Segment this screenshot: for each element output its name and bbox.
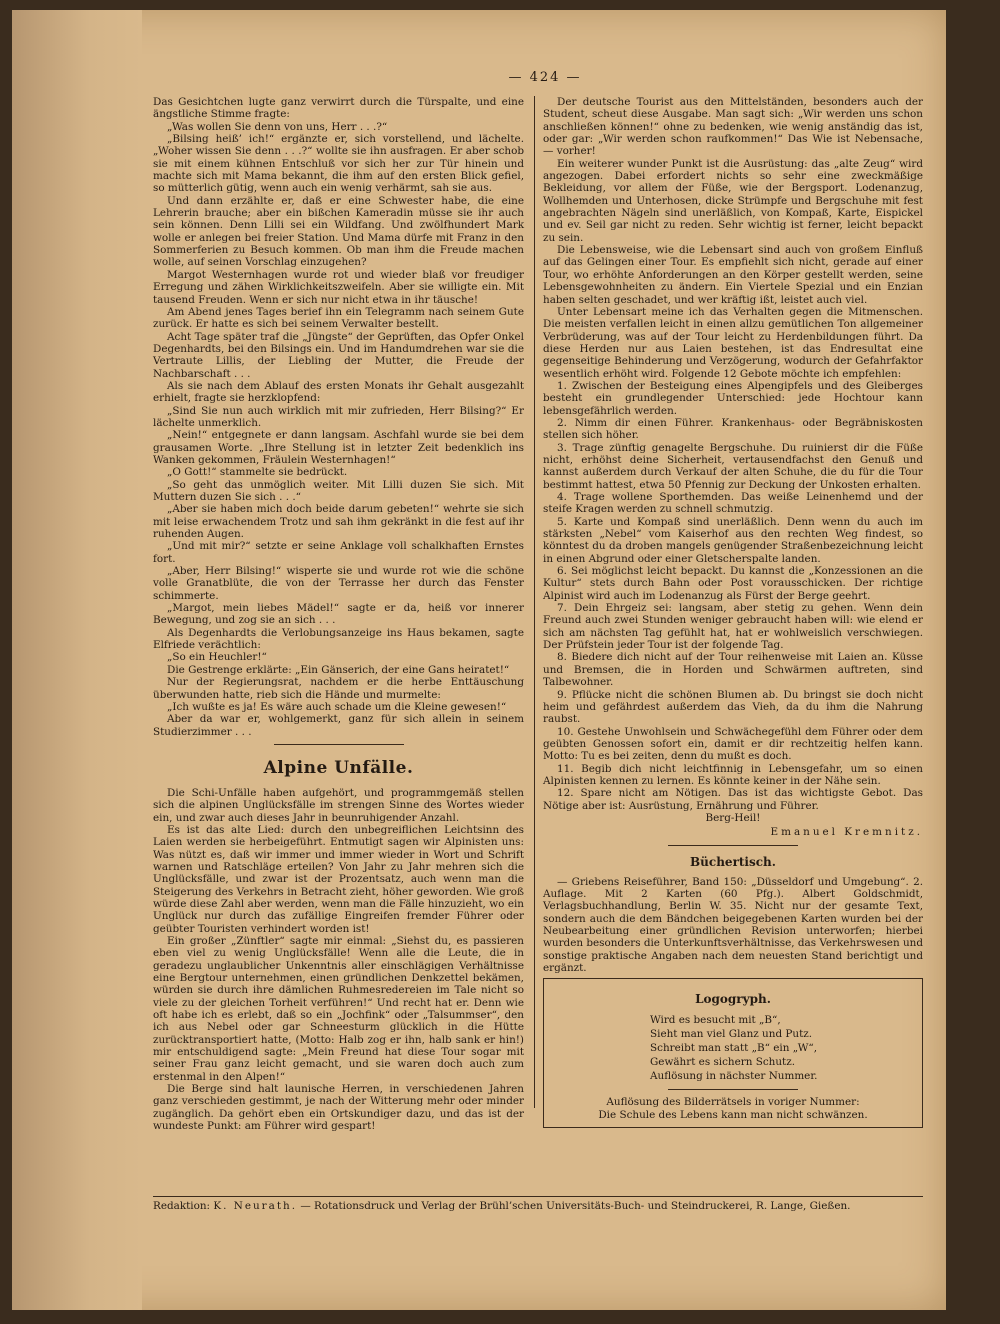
story-paragraph: „O Gott!“ stammelte sie bedrückt. <box>167 466 348 479</box>
rule-item: 6. Sei möglichst leicht bepackt. Du kannst die „Konzessionen an die Kultur“ stets durch Bahn oder Post vorausschicken. Der richtige Alpinist wird auch im Lodenanzug als Fürst der Berge geehrt. <box>543 565 923 602</box>
imprint-text: — Rotationsdruck und Verlag der Brühl’schen Universitäts-Buch- und Steindruckerei, R. Lange, Gießen. <box>300 1200 851 1212</box>
article-paragraph: Ein weiterer wunder Punkt ist die Ausrüstung: das „alte Zeug“ wird angezogen. Dabei erfordert nichts so sehr eine zweckmäßige Bekleidung, vor allem der Füße, wie der Bergsport. Lodenanzug, Wollhemden und Unterhosen, dicke Strümpfe und Bergschuhe mit fest angebrachten Nägeln sind unerläßlich, von Kompaß, Karte, Eispickel und ev. Seil gar nicht zu reden. Sehr wichtig ist ferner, leicht bepackt zu sein. <box>543 157 923 244</box>
rule-item: 10. Gestehe Unwohlsein und Schwächegefühl dem Führer oder dem geübten Genossen sofort ein, damit er dir rechtzeitig helfen kann. Motto: Tu es bei zeiten, denn du mußt es doch. <box>543 725 923 763</box>
article-paragraph: Die Lebensweise, wie die Lebensart sind auch von großem Einfluß auf das Gelingen einer Tour. Es empfiehlt sich nicht, gerade auf einer Tour, wo erhöhte Anforderungen an den Körper gestellt werden, seine Lebensgewohnheiten zu ändern. Ein Viertele Spezial und ein Enzian haben selten geschadet, und wer kräftig ißt, leistet auch viel. <box>543 244 923 306</box>
story-paragraph: „Und mit mir?“ setzte er seine Anklage voll schalkhaften Ernstes fort. <box>153 540 524 565</box>
story-paragraph: Acht Tage später traf die „Jüngste“ der Geprüften, das Opfer Onkel Degenhardts, bei den Bilsings ein. Und im Handumdrehen war sie die Vertraute Lillis, der Liebling der Mutter, die Freude der Nachbarschaft . . . <box>153 330 524 380</box>
rule-item: 4. Trage wollene Sporthemden. Das weiße Leinenhemd und der steife Kragen werden zu schnell schmutzig. <box>543 491 923 516</box>
riddle-line: Auflösung in nächster Nummer. <box>650 1070 818 1083</box>
riddle-line: Gewährt es sichern Schutz. <box>650 1056 796 1069</box>
solution-line: Die Schule des Lebens kann man nicht schwänzen. <box>598 1108 868 1121</box>
rule-item: 3. Trage zünftig genagelte Bergschuhe. Du ruinierst dir die Füße nicht, erhöhst deine Sicherheit, vertausendfachst den Genuß und kannst außerdem durch Verkauf der alten Schuhe, die du für die Tour bestimmt hattest, etwa 50 Pfennig zur Deckung der Unkosten erhalten. <box>543 441 923 491</box>
riddle-line: Sieht man viel Glanz und Putz. <box>650 1028 813 1041</box>
story-paragraph: Die Gestrenge erklärte: „Ein Gänserich, der eine Gans heiratet!“ <box>167 663 510 676</box>
article-title: Alpine Unfälle. <box>263 757 414 778</box>
riddle-line: Schreibt man statt „B“ ein „W“, <box>650 1042 818 1055</box>
riddle-box <box>543 978 923 1128</box>
story-paragraph: „Was wollen Sie denn von uns, Herr . . .?“ <box>167 120 388 133</box>
rule-item: 2. Nimm dir einen Führer. Krankenhaus- oder Begräbniskosten stellen sich höher. <box>543 416 923 442</box>
rule-item: 5. Karte und Kompaß sind unerläßlich. Denn wenn du auch im stärksten „Nebel“ vom Kaiserhof aus den rechten Weg findest, so könntest du da droben mangels genügender Straßenbezeichnung leicht in einen Abgrund oder einer Gletscherspalte landen. <box>543 515 923 565</box>
story-paragraph: „Nein!“ entgegnete er dann langsam. Aschfahl wurde sie bei dem grausamen Worte. „Ihre Stellung ist in letzter Zeit bedenklich ins Wanken gekommen, Fräulein Westernhagen!“ <box>153 429 524 466</box>
section-divider <box>274 744 404 745</box>
column-divider <box>534 96 535 1108</box>
footer-divider <box>153 1196 923 1197</box>
story-paragraph: Nur der Regierungsrat, nachdem er die herbe Enttäuschung überwunden hatte, rieb sich die Hände und murmelte: <box>153 676 524 701</box>
closing-line: Berg-Heil! <box>705 811 761 824</box>
solution-line: Auflösung des Bilderrätsels in voriger Nummer: <box>606 1096 860 1109</box>
story-paragraph: Als Degenhardts die Verlobungsanzeige ins Haus bekamen, sagte Elfriede verächtlich: <box>153 626 524 652</box>
article-paragraph: Die Berge sind halt launische Herren, in verschiedenen Jahren ganz verschieden gestimmt, je nach der Witterung mehr oder minder zugänglich. Da gehört eben ein Ortskundiger dazu, und das ist der wundeste Punkt: am Führer wird gespart! <box>153 1083 524 1133</box>
rule-item: 1. Zwischen der Besteigung eines Alpengipfels und des Gleiberges besteht ein grundlegender Unterschied: jede Hochtour kann lebensgefährlich werden. <box>543 379 923 417</box>
article-paragraph: Der deutsche Tourist aus den Mittelständen, besonders auch der Student, scheut diese Ausgabe. Man sagt sich: „Wir werden uns schon anschließen können!“ ohne zu bedenken, wie wenig anständig das ist, oder gar: „Wir werden schon raufkommen!“ Das Wie ist Nebensache, — vorher! <box>543 96 923 158</box>
rule-item: 12. Spare nicht am Nötigen. Das ist das wichtigste Gebot. Das Nötige aber ist: Ausrüstung, Ernährung und Führer. <box>543 787 923 812</box>
story-paragraph: „Sind Sie nun auch wirklich mit mir zufrieden, Herr Bilsing?“ Er lächelte unmerklich. <box>153 404 524 429</box>
section-divider <box>668 1089 798 1090</box>
imprint-footer <box>153 1199 923 1213</box>
story-paragraph: Margot Westernhagen wurde rot und wieder blaß vor freudiger Erregung und zähen Wirklichkeitszweifeln. Aber sie willigte ein. Mit tausend Freuden. Wenn er sich nur nicht etwa in ihr täusche! <box>153 268 524 306</box>
story-paragraph: „Ich wußte es ja! Es wäre auch schade um die Kleine gewesen!“ <box>167 700 507 713</box>
story-paragraph: Aber da war er, wohlgemerkt, ganz für sich allein in seinem Studierzimmer . . . <box>153 713 524 738</box>
books-paragraph: — Griebens Reiseführer, Band 150: „Düsseldorf und Umgebung“. 2. Auflage. Mit 2 Karten (60 Pfg.). Albert Goldschmidt, Verlagsbuchhandlung, Berlin W. 35. Nicht nur der gesamte Text, sondern auch die dem Bändchen beigegebenen Karten wurden bei der Neubearbeitung einer gründlichen Revision unterworfen; hierbei wurden besonders die Unterkunftsverhältnisse, das Verkehrswesen und sonstige praktische Angaben nach dem neuesten Stand berichtigt und ergänzt. <box>543 875 923 975</box>
author-signature: Emanuel Kremnitz. <box>770 826 923 839</box>
story-paragraph: Als sie nach dem Ablauf des ersten Monats ihr Gehalt ausgezahlt erhielt, fragte sie herzklopfend: <box>153 379 524 405</box>
rule-item: 8. Biedere dich nicht auf der Tour reihenweise mit Laien an. Küsse und Bremsen, die in Horden und Schwärmen auftreten, sind Talbewohner. <box>543 651 923 689</box>
story-paragraph: Und dann erzählte er, daß er eine Schwester habe, die eine Lehrerin brauche; aber ein bißchen Kameradin müsse sie ihr auch sein können. Denn Lilli sei ein Wildfang. Und zwölfhundert Mark wolle er anlegen bei freier Station. Und Mama dürfe mit Franz in den Sommerferien zu Besuch kommen. Ob man ihm die Freude machen wolle, auf seinen Vorschlag einzugehen? <box>153 194 524 269</box>
imprint-editor: K. Neurath. <box>213 1200 298 1212</box>
page-number: — 424 — <box>508 70 582 85</box>
left-column <box>153 96 524 1133</box>
page-spine-shadow <box>12 10 142 1310</box>
story-paragraph: „So geht das unmöglich weiter. Mit Lilli duzen Sie sich. Mit Muttern duzen Sie sich . . .“ <box>153 478 524 503</box>
story-paragraph: „Aber sie haben mich doch beide darum gebeten!“ wehrte sie sich mit leise erwachendem Trotz und sah ihm gekränkt in die fest auf ihr ruhenden Augen. <box>153 503 524 541</box>
section-divider <box>668 845 798 846</box>
books-title: Büchertisch. <box>690 854 776 869</box>
riddle-line: Wird es besucht mit „B“, <box>650 1014 781 1027</box>
article-paragraph: Ein großer „Zünftler“ sagte mir einmal: „Siehst du, es passieren eben viel zu wenig Unglücksfälle! Wenn alle die Leute, die in geradezu unglaublicher Unkenntnis aller einschlägigen Verhältnisse eine Bergtour unternehmen, einen gründlichen Denkzettel bekämen, würden sie durch ihre dämlichen Ruhmesredereien im Tale nicht so viele zu der gleichen Torheit verführen!“ Und recht hat er. Denn wie oft habe ich es erlebt, daß so ein „Jochfink“ oder „Talsummser“, den ich aus Nebel oder gar Schneesturm glücklich in die Hütte zurücktransportiert hatte, (Motto: Halb zog er ihn, halb sank er hin!) mir entschuldigend sagte: „Mein Freund hat diese Tour sogar mit seiner Frau ganz leicht gemacht, und sie waren doch auch zum erstenmal in den Alpen!“ <box>153 935 524 1083</box>
rule-item: 9. Pflücke nicht die schönen Blumen ab. Du bringst sie doch nicht heim und gefährdest außerdem das Vieh, da du ihm die Nahrung raubst. <box>543 688 923 726</box>
article-paragraph: Die Schi-Unfälle haben aufgehört, und programmgemäß stellen sich die alpinen Unglücksfälle im strengen Sinne des Wortes wieder ein, und zwar auch dieses Jahr in beunruhigender Anzahl. <box>153 786 524 824</box>
rule-item: 11. Begib dich nicht leichtfinnig in Lebensgefahr, um so einen Alpinisten kennen zu lernen. Es könnte keiner in der Nähe sein. <box>543 762 923 787</box>
imprint-label: Redaktion: <box>153 1200 211 1212</box>
rule-item: 7. Dein Ehrgeiz sei: langsam, aber stetig zu gehen. Wenn dein Freund auch zwei Stunden weniger gebraucht haben will: wie elend er sich am nächsten Tag gefühlt hat, hat er wohlweislich verschwiegen. Der Prüfstein jeder Tour ist der folgende Tag. <box>543 602 923 652</box>
article-paragraph: Es ist das alte Lied: durch den unbegreiflichen Leichtsinn des Laien werden sie herbeigeführt. Entmutigt sagen wir Alpinisten uns: Was nützt es, daß wir immer und immer wieder in Wort und Schrift warnen und Ratschläge erteilen? Von Jahr zu Jahr mehren sich die Unglücksfälle, und zwar ist der Prozentsatz, auch wenn man die Steigerung des Verkehrs in Betracht zieht, höher geworden. Wie groß würde diese Zahl aber werden, wenn man die Fälle hinzuzieht, wo ein Unglück nur durch das zufällige Eingreifen fremder Führer oder geübter Touristen verhindert worden ist! <box>153 823 524 935</box>
story-paragraph: „Bilsing heiß’ ich!“ ergänzte er, sich vorstellend, und lächelte. „Woher wissen Sie denn . . .?“ wollte sie ihn ausfragen. Er aber schob sie mit einem kühnen Entschluß vor sich her zur Tür hinein und machte sich mit Mama bekannt, die ihm auf den ersten Blick gefiel, so mütterlich gütig, wenn auch ein wenig verhärmt, sah sie aus. <box>153 133 524 195</box>
article-paragraph: Unter Lebensart meine ich das Verhalten gegen die Mitmenschen. Die meisten verfallen leicht in einen allzu gemütlichen Ton allgemeiner Verbrüderung, was auf der Tour leicht zu Herdenbildungen führt. Da diese Herden nur aus Laien bestehen, ist das Endresultat eine gegenseitige Behinderung und Verzögerung, wodurch der Gefahrfaktor wesentlich erhöht wird. Folgende 12 Gebote möchte ich empfehlen: <box>543 305 923 380</box>
story-paragraph: Am Abend jenes Tages berief ihn ein Telegramm nach seinem Gute zurück. Er hatte es sich bei seinem Verwalter bestellt. <box>153 305 524 331</box>
story-paragraph: „Aber, Herr Bilsing!“ wisperte sie und wurde rot wie die schöne volle Granatblüte, die von der Terrasse her durch das Fenster schimmerte. <box>153 565 524 602</box>
right-column <box>543 96 923 1128</box>
riddle-title: Logogryph. <box>695 992 771 1007</box>
story-paragraph: „So ein Heuchler!“ <box>167 651 267 664</box>
story-paragraph: „Margot, mein liebes Mädel!“ sagte er da, heiß vor innerer Bewegung, und zog sie an sich . . . <box>153 602 524 627</box>
story-paragraph: Das Gesichtchen lugte ganz verwirrt durch die Türspalte, und eine ängstliche Stimme fragte: <box>153 96 524 121</box>
riddle-poem <box>550 1013 916 1083</box>
